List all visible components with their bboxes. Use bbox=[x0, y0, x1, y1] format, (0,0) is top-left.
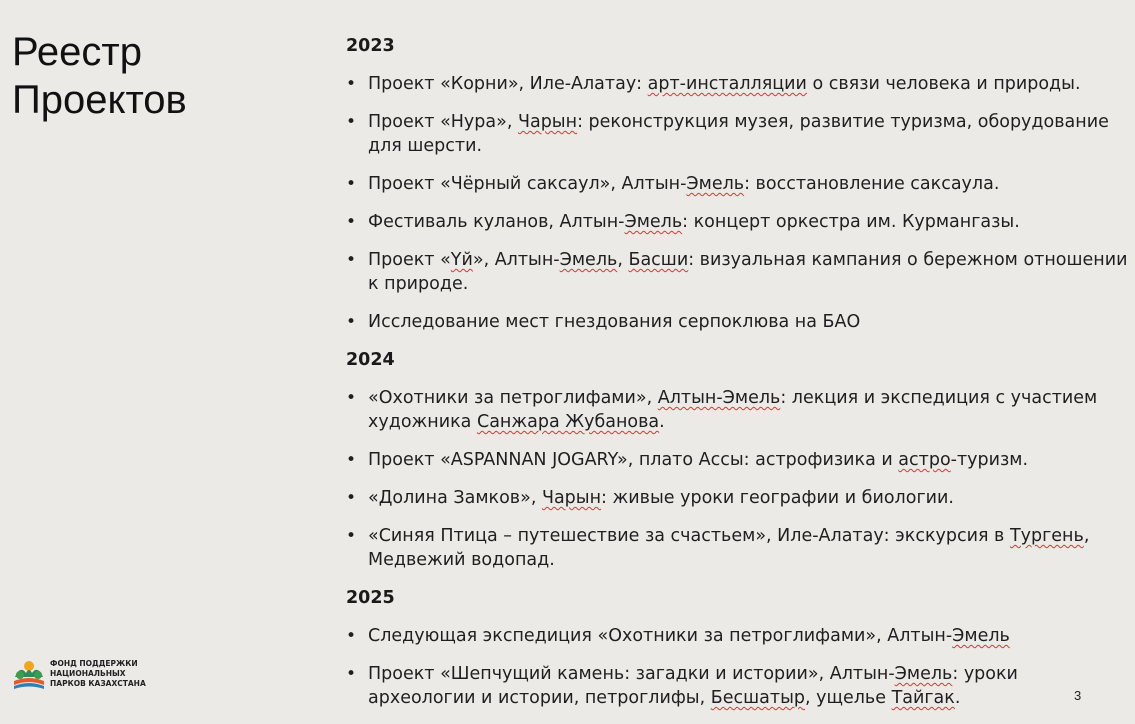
misspelled-word: Алтын-Эмель bbox=[657, 388, 781, 408]
item-text: «Охотники за петроглифами», bbox=[368, 388, 658, 408]
title-line-2: Проектов bbox=[12, 78, 187, 122]
misspelled-word: астро bbox=[898, 450, 951, 470]
project-item bbox=[346, 310, 1128, 334]
item-text: : восстановление саксаула. bbox=[744, 174, 1000, 194]
item-text: : концерт оркестра им. Курмангазы. bbox=[682, 212, 1020, 232]
misspelled-word: Басши bbox=[628, 250, 689, 270]
misspelled-word: Эмель bbox=[559, 250, 618, 270]
misspelled-word: Эмель bbox=[894, 664, 953, 684]
item-text: «Долина Замков», bbox=[368, 488, 542, 508]
misspelled-word: Эмель bbox=[952, 626, 1010, 646]
item-text: Проект «ASPANNAN JOGARY», плато Ассы: астрофизика и bbox=[368, 450, 899, 470]
misspelled-word: Эмель bbox=[624, 212, 683, 232]
item-text: Фестиваль куланов, Алтын- bbox=[368, 212, 625, 232]
foundation-logo bbox=[12, 657, 146, 691]
page-number: 3 bbox=[1074, 688, 1082, 703]
item-text: Исследование мест гнездования серпоклюва на БАО bbox=[368, 312, 861, 332]
item-text: Проект « bbox=[368, 250, 451, 270]
item-text: , Медвежий водопад. bbox=[368, 526, 1090, 570]
item-text: », Алтын- bbox=[472, 250, 560, 270]
misspelled-word: арт-инсталляции bbox=[647, 74, 807, 94]
item-text: : лекция и экспедиция с участием художника bbox=[368, 388, 1098, 432]
item-text: Следующая экспедиция «Охотники за петроглифами», Алтын- bbox=[368, 626, 953, 646]
item-text: «Синяя Птица – путешествие за счастьем», Иле-Алатау: экскурсия в bbox=[368, 526, 1010, 546]
project-item bbox=[346, 172, 1128, 196]
project-item bbox=[346, 72, 1128, 96]
item-text: . bbox=[659, 412, 665, 432]
project-item bbox=[346, 110, 1128, 158]
misspelled-word: Эмель bbox=[686, 174, 745, 194]
item-text: Проект «Нура», bbox=[368, 112, 518, 132]
year-heading-2025: 2025 bbox=[346, 588, 395, 608]
year-heading-2023: 2023 bbox=[346, 36, 395, 56]
logo-line-2: НАЦИОНАЛЬНЫХ bbox=[50, 669, 126, 678]
item-text: , ущелье bbox=[805, 688, 892, 708]
misspelled-word: Чарын bbox=[517, 112, 578, 132]
misspelled-word: Бесшатыр bbox=[710, 688, 806, 708]
year-heading-2024: 2024 bbox=[346, 350, 395, 370]
project-item bbox=[346, 486, 1128, 510]
item-text: : живые уроки географии и биологии. bbox=[601, 488, 954, 508]
project-item bbox=[346, 624, 1128, 648]
item-text: : уроки археологии и истории, петроглифы, bbox=[368, 664, 1018, 708]
project-item bbox=[346, 524, 1128, 572]
misspelled-word: Тургень bbox=[1009, 526, 1084, 546]
misspelled-word: Тайгак bbox=[891, 688, 955, 708]
title-line-1: Реестр bbox=[12, 30, 142, 74]
project-item bbox=[346, 448, 1128, 472]
project-registry bbox=[346, 34, 1128, 724]
item-text: -туризм. bbox=[950, 450, 1029, 470]
misspelled-word: Чарын bbox=[541, 488, 602, 508]
logo-line-3: ПАРКОВ КАЗАХСТАНА bbox=[50, 679, 146, 688]
project-item bbox=[346, 386, 1128, 434]
logo-line-1: ФОНД ПОДДЕРЖКИ bbox=[50, 659, 138, 668]
item-text: Проект «Шепчущий камень: загадки и истории», Алтын- bbox=[368, 664, 895, 684]
tree-sun-logo-icon bbox=[12, 657, 46, 691]
item-text: , bbox=[617, 250, 629, 270]
project-item bbox=[346, 662, 1128, 710]
item-text: . bbox=[954, 688, 961, 708]
item-text: : визуальная кампания о бережном отношении к природе. bbox=[368, 250, 1128, 294]
misspelled-word: Санжара Жубанова bbox=[476, 412, 660, 432]
item-text: Проект «Корни», Иле-Алатау: bbox=[368, 74, 648, 94]
project-list-2025 bbox=[346, 624, 1128, 710]
item-text: о связи человека и природы. bbox=[806, 74, 1081, 94]
project-item bbox=[346, 210, 1128, 234]
logo-text bbox=[50, 659, 146, 689]
project-list-2023 bbox=[346, 72, 1128, 334]
project-list-2024 bbox=[346, 386, 1128, 572]
project-item bbox=[346, 248, 1128, 296]
item-text: Проект «Чёрный саксаул», Алтын- bbox=[368, 174, 687, 194]
slide-title bbox=[12, 28, 187, 124]
item-text: : реконструкция музея, развитие туризма, оборудование для шерсти. bbox=[368, 112, 1109, 156]
misspelled-word: Үй bbox=[450, 250, 473, 270]
